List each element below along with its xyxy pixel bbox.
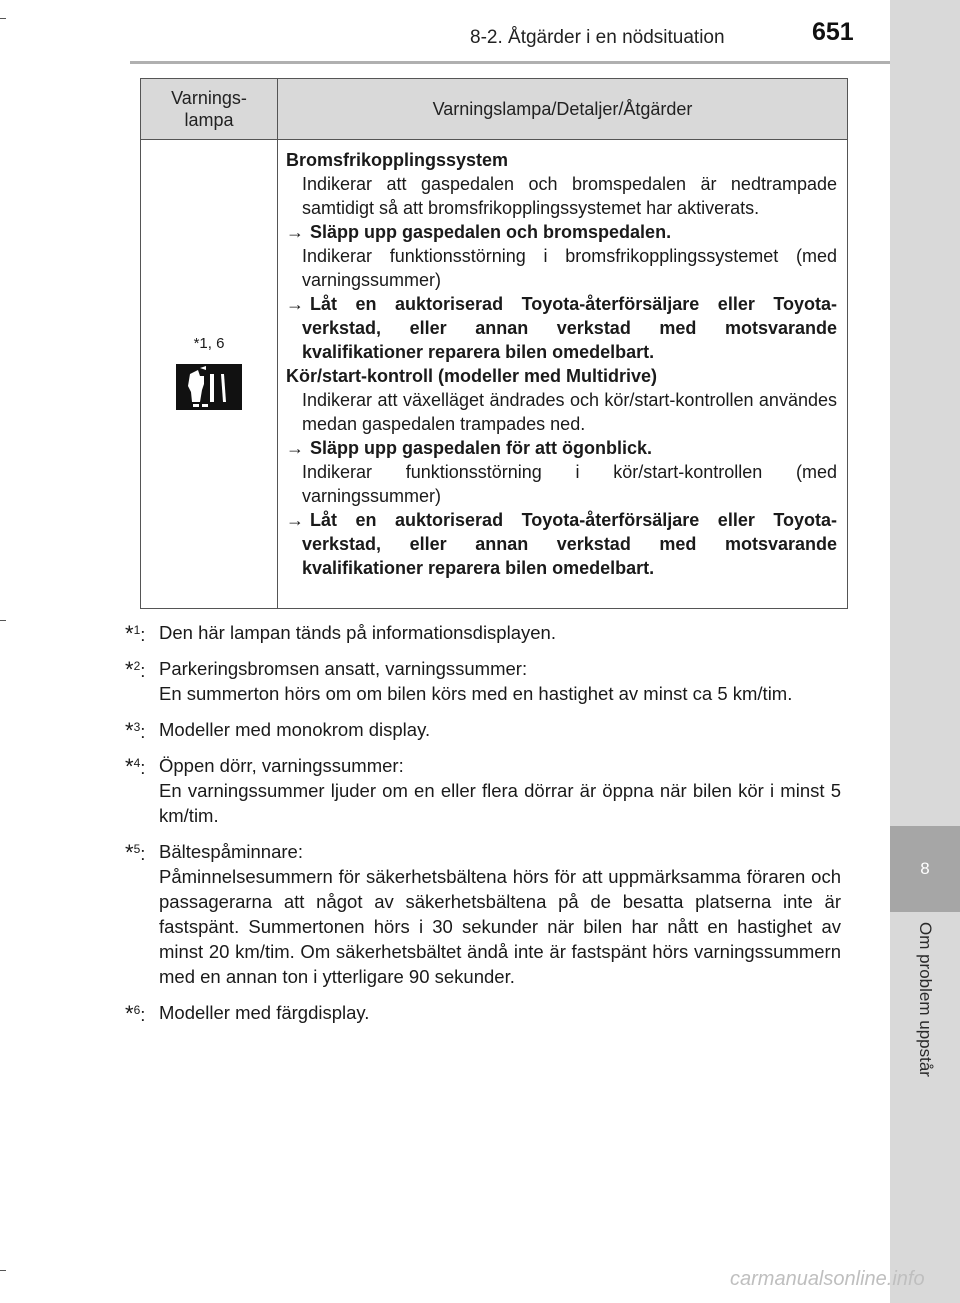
column-header-details: Varningslampa/Detaljer/Åtgärder bbox=[278, 79, 848, 140]
footnote-number: 6 bbox=[133, 1003, 141, 1017]
footnote-marker: *$^5$: bbox=[125, 840, 146, 866]
chapter-title-vertical bbox=[890, 912, 960, 1132]
footnote-text: Öppen dörr, varningssummer: bbox=[159, 755, 404, 776]
footnote-marker: *$^2$: bbox=[125, 657, 146, 683]
detail-text: Indikerar funktionsstörning i bromsfrikopplingssystemet (med varningssummer) bbox=[302, 246, 837, 290]
footnote-text: Parkeringsbromsen ansatt, varningssummer: bbox=[159, 658, 528, 679]
detail-action-text: Låt en auktoriserad Toyota-återförsäljare eller Toyota-verkstad, eller annan verkstad med motsvarande kvalifikationer reparera bilen omedelbart. bbox=[302, 510, 837, 578]
detail-action bbox=[286, 220, 837, 244]
footnote bbox=[125, 620, 841, 645]
crop-mark bbox=[0, 18, 6, 19]
chapter-number: 8 bbox=[920, 859, 930, 878]
footnote bbox=[125, 839, 841, 989]
arrow-right-icon: → bbox=[286, 510, 304, 530]
footnote-text: En summerton hörs om om bilen körs med en hastighet av minst ca 5 km/tim. bbox=[159, 683, 793, 704]
footnote bbox=[125, 717, 841, 742]
footnotes bbox=[125, 620, 841, 1036]
footnote-number: 4 bbox=[133, 756, 141, 770]
asterisk-icon: * bbox=[125, 1001, 134, 1027]
table-row bbox=[141, 140, 848, 609]
footnote-text: Modeller med färgdisplay. bbox=[159, 1002, 370, 1023]
asterisk-icon: * bbox=[125, 840, 134, 866]
section-title: 8-2. Åtgärder i en nödsituation bbox=[470, 27, 725, 48]
watermark-text: carmanualsonline.info bbox=[730, 1268, 925, 1290]
footnote-number: 3 bbox=[133, 720, 141, 734]
table-header-row bbox=[141, 79, 848, 140]
asterisk-icon: * bbox=[125, 621, 134, 647]
detail-text: Indikerar att växelläget ändrades och kör/start-kontrollen användes medan gaspedalen trampades ned. bbox=[302, 390, 837, 434]
footnote-number: 2 bbox=[133, 659, 141, 673]
arrow-right-icon: → bbox=[286, 222, 304, 242]
detail-section-title: Bromsfrikopplingssystem bbox=[286, 150, 509, 170]
detail-action bbox=[286, 508, 837, 580]
footnote-number: 5 bbox=[133, 842, 141, 856]
page-number: 651 bbox=[812, 18, 854, 46]
warning-lamp-table bbox=[140, 78, 848, 609]
detail-text: Indikerar funktionsstörning i kör/start-kontrollen (med varningssummer) bbox=[302, 462, 837, 506]
lamp-footnote-ref: *1, 6 bbox=[193, 335, 225, 352]
detail-action bbox=[286, 436, 837, 460]
column-header-lamp-line2: lampa bbox=[184, 110, 234, 130]
detail-action-text: Låt en auktoriserad Toyota-återförsäljare eller Toyota-verkstad, eller annan verkstad med motsvarande kvalifikationer reparera bilen omedelbart. bbox=[302, 294, 837, 362]
footnote-number: 1 bbox=[133, 623, 141, 637]
arrow-right-icon: → bbox=[286, 294, 304, 314]
detail-text: Indikerar att gaspedalen och bromspedalen är nedtrampade samtidigt så att bromsfrikopplingssystemet har aktiverats. bbox=[302, 174, 837, 218]
chapter-number-tab bbox=[890, 826, 960, 912]
footnote-text: Modeller med monokrom display. bbox=[159, 719, 431, 740]
footnote-marker: *$^1$: bbox=[125, 621, 146, 647]
column-header-lamp bbox=[141, 79, 278, 140]
lamp-cell bbox=[141, 140, 278, 609]
footnote-text: Påminnelsesummern för säkerhetsbältena hörs för att uppmärksamma föraren och passagerarna att något av säkerhetsbältena på de besatta platserna inte är fastspänt. Summertonen hörs i 30 sekunder när bilen har nått en hastighet av minst 20 km/tim. Om säkerhetsbältet ändå inte är fastspänt hörs varningssummern med en annan ton i ytterligare 90 sekunder. bbox=[159, 866, 841, 987]
detail-action-text: Släpp upp gaspedalen för att ögonblick. bbox=[310, 438, 653, 458]
footnote-marker: *$^3$: bbox=[125, 718, 146, 744]
asterisk-icon: * bbox=[125, 657, 134, 683]
footnote-text: Bältespåminnare: bbox=[159, 841, 303, 862]
details-cell bbox=[278, 140, 848, 609]
detail-action-text: Släpp upp gaspedalen och bromspedalen. bbox=[310, 222, 672, 242]
footnote-marker: *$^4$: bbox=[125, 754, 146, 780]
detail-action bbox=[286, 292, 837, 364]
footnote bbox=[125, 1000, 841, 1025]
crop-mark bbox=[0, 1270, 6, 1271]
column-header-lamp-line1: Varnings- bbox=[171, 88, 247, 108]
chapter-title: Om problem uppstår bbox=[916, 922, 935, 1077]
footnote-text: En varningssummer ljuder om en eller flera dörrar är öppna när bilen kör i minst 5 km/tim. bbox=[159, 780, 841, 826]
footnote bbox=[125, 656, 841, 706]
detail-section-title: Kör/start-kontroll (modeller med Multidrive) bbox=[286, 366, 658, 386]
foot-on-pedal-warning-icon bbox=[176, 364, 242, 410]
footnote-marker: *$^6$: bbox=[125, 1001, 146, 1027]
asterisk-icon: * bbox=[125, 754, 134, 780]
asterisk-icon: * bbox=[125, 718, 134, 744]
footnote-text: Den här lampan tänds på informationsdisplayen. bbox=[159, 622, 556, 643]
arrow-right-icon: → bbox=[286, 438, 304, 458]
header-rule bbox=[130, 61, 890, 64]
crop-mark bbox=[0, 620, 6, 621]
footnote bbox=[125, 753, 841, 828]
